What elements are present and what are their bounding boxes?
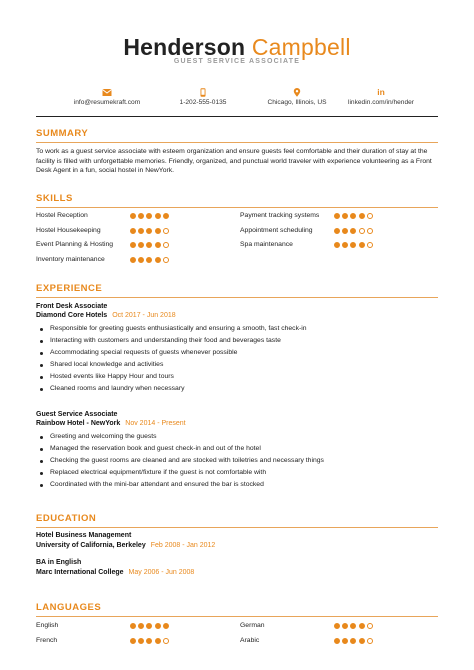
bullet-item: Accommodating special requests of guests whenever possible [36,347,438,359]
rating-dot-filled [130,638,136,644]
skill-rating [334,213,375,221]
skill-rating [130,242,171,250]
contact-linkedin[interactable] [326,88,436,106]
rating-dot-empty [367,242,373,248]
bullet-item: Greeting and welcoming the guests [36,431,438,443]
language-name: Arabic [240,637,260,644]
email-icon [102,88,112,97]
rating-dot-filled [138,228,144,234]
contact-divider [36,116,438,117]
contact-email[interactable] [52,88,162,106]
first-name: Henderson [123,34,246,60]
language-rating [130,638,171,646]
rating-dot-filled [334,213,340,219]
rating-dot-filled [130,228,136,234]
bullet-item: Responsible for greeting guests enthusiastically and ensuring a smooth, fast check-in [36,323,438,335]
rating-dot-filled [146,638,152,644]
rating-dot-filled [359,623,365,629]
bullet-item: Managed the reservation book and guest check-in and out of the hotel [36,443,438,455]
rating-dot-filled [138,257,144,263]
rating-dot-filled [146,213,152,219]
rating-dot-filled [138,242,144,248]
skill-name: Payment tracking systems [240,212,320,219]
contact-location-text: Chicago, Illinois, US [267,99,327,106]
language-rating [334,638,375,646]
rating-dot-empty [163,228,169,234]
rating-dot-filled [138,638,144,644]
rating-dot-filled [146,228,152,234]
rating-dot-filled [155,623,161,629]
education-school [36,569,194,576]
bullet-item: Shared local knowledge and activities [36,359,438,371]
education-degree: Hotel Business Management [36,532,132,539]
rating-dot-filled [163,623,169,629]
skills-heading: SKILLS [36,193,73,204]
experience-heading: EXPERIENCE [36,283,103,294]
summary-text: To work as a guest service associate with esteem organization and ensure guests feel comfortable and their duration of stay at the facility is filled with unforgettable memories. Friendly, organized, and punctual world traveler with experience volunteering as a Front Desk Agent in a fun, social hostel in NewYork. [36,148,432,175]
rating-dot-empty [163,242,169,248]
rating-dot-filled [155,638,161,644]
rating-dot-filled [138,213,144,219]
rating-dot-empty [367,638,373,644]
rating-dot-empty [367,228,373,234]
job-dates: Oct 2017 - Jun 2018 [112,312,176,319]
rating-dot-filled [334,623,340,629]
rating-dot-filled [342,638,348,644]
school-name: University of California, Berkeley [36,542,146,549]
linkedin-icon: in [377,87,385,97]
bullet-item: Cleaned rooms and laundry when necessary [36,383,438,395]
skill-name: Hostel Housekeeping [36,227,101,234]
skill-name: Inventory maintenance [36,256,105,263]
skill-rating [130,228,171,236]
languages-heading: LANGUAGES [36,602,102,613]
skill-rating [334,228,375,236]
summary-heading: SUMMARY [36,128,89,139]
company-name: Rainbow Hotel - NewYork [36,420,121,427]
bullet-item: Hosted events like Happy Hour and tours [36,371,438,383]
rating-dot-filled [138,623,144,629]
last-name: Campbell [251,34,351,60]
bullet-item: Replaced electrical equipment/fixture if the guest is not comfortable with [36,467,438,479]
rating-dot-filled [130,242,136,248]
job-subtitle: GUEST SERVICE ASSOCIATE [173,58,301,65]
phone-icon [199,88,207,97]
bullet-item: Interacting with customers and understanding their food and beverages taste [36,335,438,347]
rating-dot-filled [342,242,348,248]
bullet-item: Coordinated with the mini-bar attendant and ensured the bar is stocked [36,479,438,491]
rating-dot-filled [130,257,136,263]
contact-bar [36,88,438,114]
rating-dot-filled [350,213,356,219]
contact-linkedin-text: linkedin.com/in/hender [348,99,414,106]
rating-dot-filled [350,623,356,629]
rating-dot-filled [146,257,152,263]
skill-rating [130,257,171,265]
summary-divider [36,142,438,143]
rating-dot-empty [367,213,373,219]
rating-dot-filled [155,228,161,234]
job-title: Front Desk Associate [36,303,108,310]
bullet-item: Checking the guest rooms are cleaned and are stocked with toiletries and necessary things [36,455,438,467]
rating-dot-filled [334,242,340,248]
language-name: French [36,637,58,644]
rating-dot-filled [350,228,356,234]
rating-dot-filled [130,623,136,629]
rating-dot-filled [359,638,365,644]
rating-dot-filled [342,228,348,234]
education-degree: BA in English [36,559,82,566]
rating-dot-filled [359,213,365,219]
education-heading: EDUCATION [36,513,97,524]
job-company [36,420,186,427]
rating-dot-filled [155,242,161,248]
skill-rating [334,242,375,250]
job-bullets [36,323,438,396]
skill-name: Spa maintenance [240,241,293,248]
skill-name: Event Planning & Hosting [36,241,114,248]
rating-dot-filled [342,623,348,629]
rating-dot-empty [359,228,365,234]
rating-dot-filled [350,242,356,248]
education-divider [36,527,438,528]
language-name: English [36,622,59,629]
company-name: Diamond Core Hotels [36,312,108,319]
skill-rating [130,213,171,221]
contact-email-text: info@resumekraft.com [73,99,141,106]
rating-dot-filled [155,213,161,219]
rating-dot-empty [367,623,373,629]
job-dates: Nov 2014 - Present [125,420,186,427]
location-icon [293,88,301,97]
rating-dot-filled [342,213,348,219]
rating-dot-filled [130,213,136,219]
skill-name: Appointment scheduling [240,227,313,234]
rating-dot-empty [163,257,169,263]
education-dates: May 2006 - Jun 2008 [128,569,195,576]
education-dates: Feb 2008 - Jan 2012 [150,542,216,549]
rating-dot-filled [146,242,152,248]
rating-dot-filled [163,213,169,219]
rating-dot-filled [334,228,340,234]
rating-dot-filled [359,242,365,248]
rating-dot-filled [334,638,340,644]
job-bullets [36,431,438,491]
languages-divider [36,616,438,617]
education-school [36,542,215,549]
rating-dot-filled [155,257,161,263]
language-rating [130,623,171,631]
candidate-name [0,34,474,61]
contact-phone-text: 1-202-555-0135 [179,99,227,106]
rating-dot-filled [146,623,152,629]
rating-dot-filled [350,638,356,644]
experience-divider [36,297,438,298]
school-name: Marc International College [36,569,124,576]
job-company [36,312,176,319]
skill-name: Hostel Reception [36,212,88,219]
language-rating [334,623,375,631]
skills-divider [36,207,438,208]
rating-dot-empty [163,638,169,644]
job-title: Guest Service Associate [36,411,118,418]
language-name: German [240,622,265,629]
